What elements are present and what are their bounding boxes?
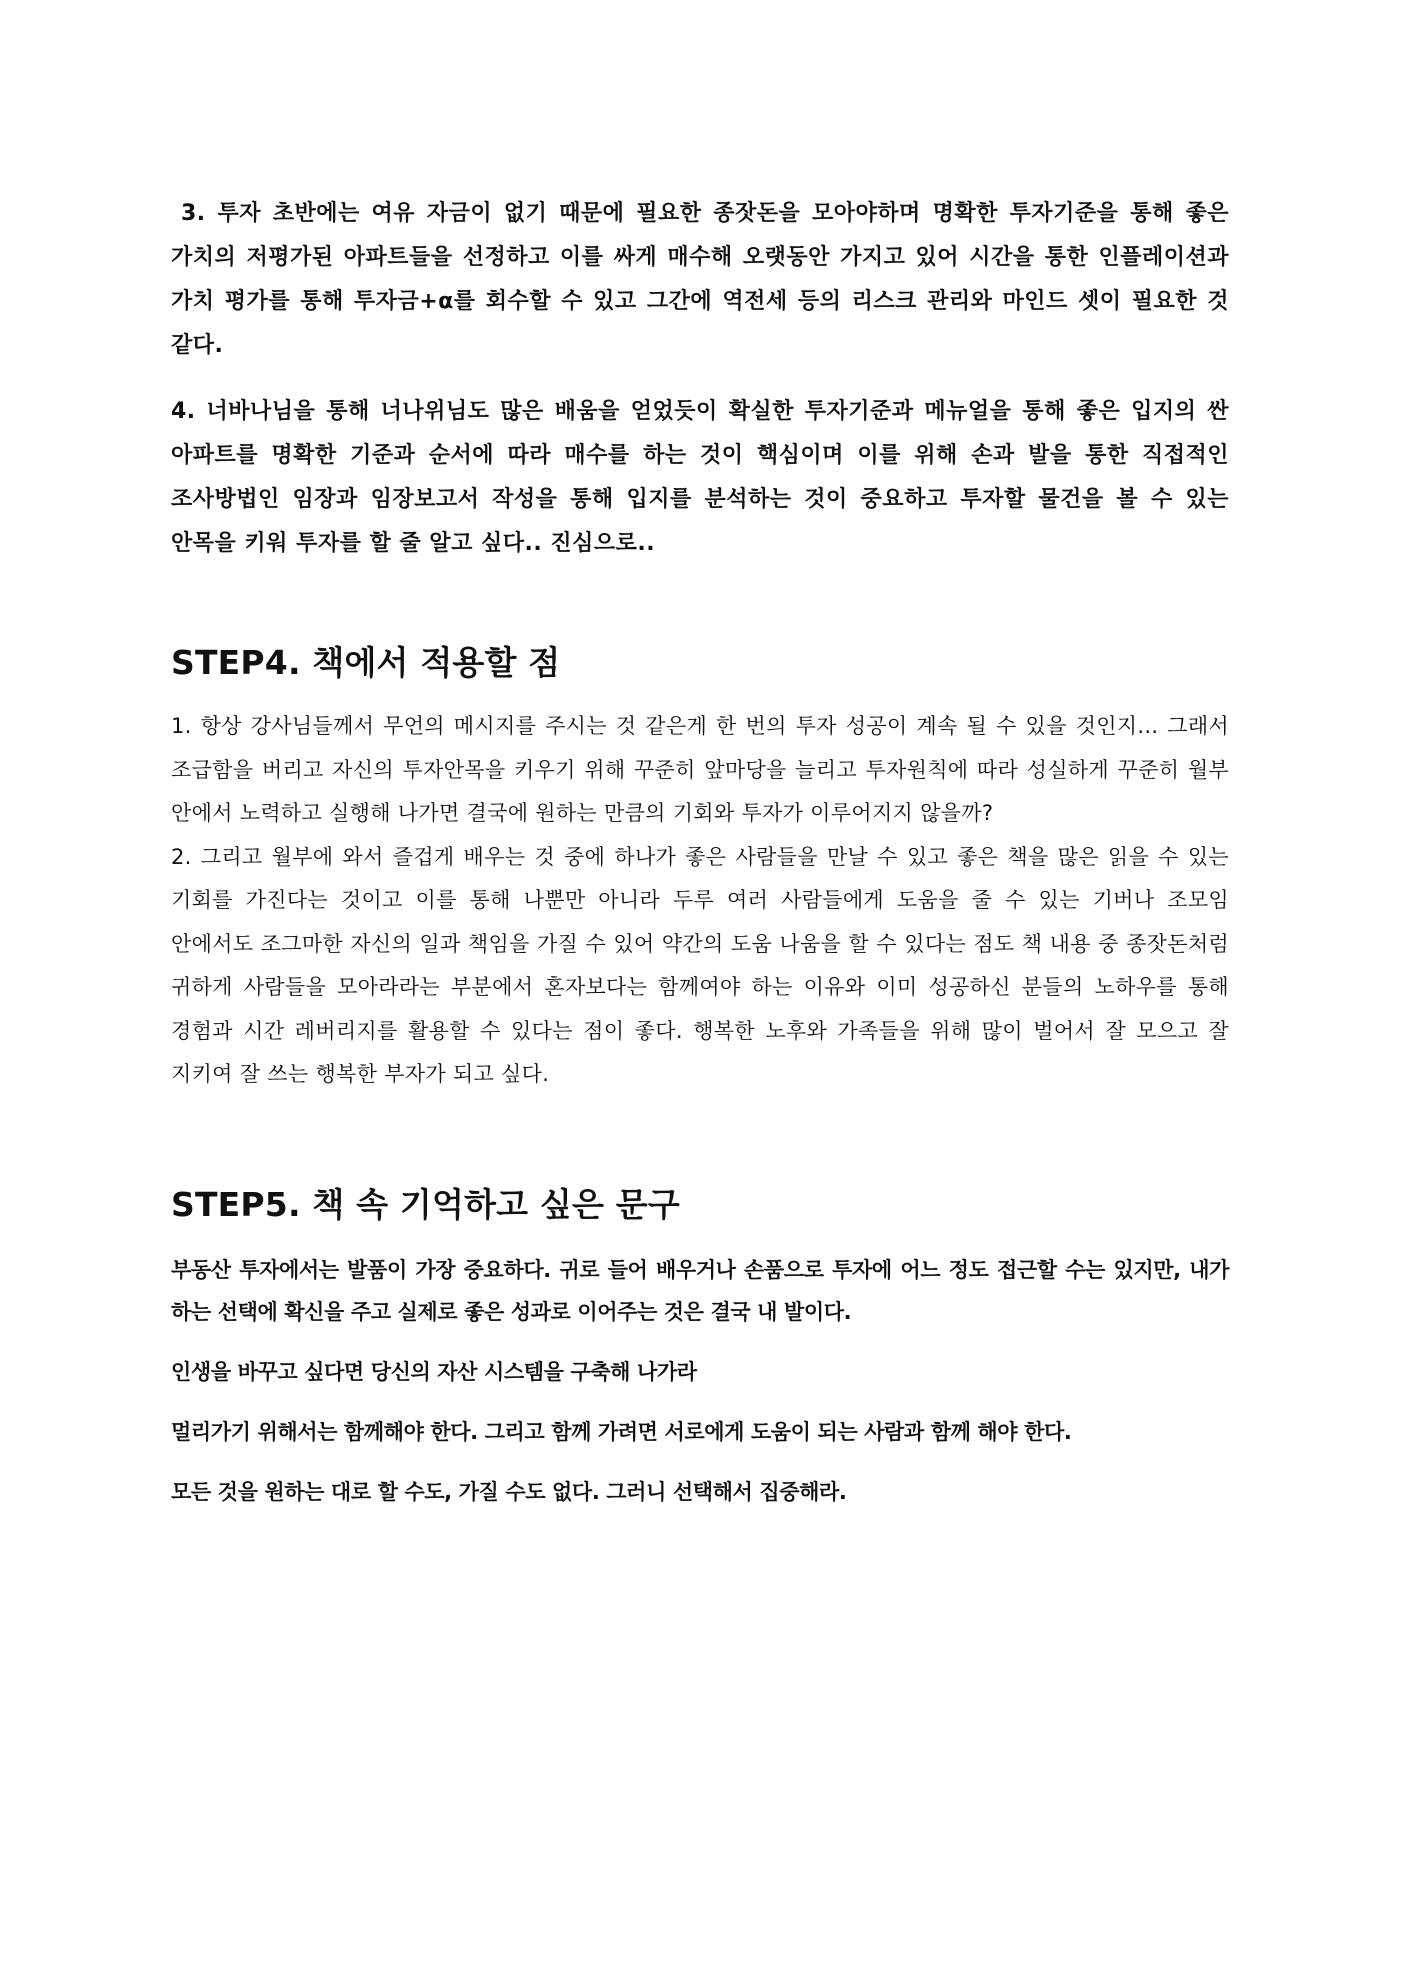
step5-quote-3: 멀리가기 위해서는 함께해야 한다. 그리고 함께 가려면 서로에게 도움이 되는 사람과 함께 해야 한다. <box>171 1419 1072 1444</box>
step5-quote-4: 모든 것을 원하는 대로 할 수도, 가질 수도 없다. 그러니 선택해서 집중해라. <box>171 1479 847 1504</box>
step5-heading: STEP5. 책 속 기억하고 싶은 문구 <box>171 1184 680 1224</box>
step5-quote-1: 부동산 투자에서는 발품이 가장 중요하다. 귀로 들어 배우거나 손품으로 투자에 어느 정도 접근할 수는 있지만, 내가 하는 선택에 확신을 주고 실제로 좋은 성과로 이어주는 것은 결국 내 발이다. <box>171 1257 1229 1324</box>
step3-item-4: 4. 너바나님을 통해 너나위님도 많은 배움을 얻었듯이 확실한 투자기준과 메뉴얼을 통해 좋은 입지의 싼 아파트를 명확한 기준과 순서에 따라 매수를 하는 것이 핵심이며 이를 위해 손과 발을 통한 직접적인 조사방법인 임장과 임장보고서 작성을 통해 입지를 분석하는 것이 중요하고 투자할 물건을 볼 수 있는 안목을 키워 투자를 할 줄 알고 싶다.. 진심으로.. <box>171 399 1229 556</box>
document-page <box>171 192 1229 1513</box>
step4-item-1: 1. 항상 강사님들께서 무언의 메시지를 주시는 것 같은게 한 번의 투자 성공이 계속 될 수 있을 것인지... 그래서 조급함을 버리고 자신의 투자안목을 키우기 위해 꾸준히 앞마당을 늘리고 투자원칙에 따라 성실하게 꾸준히 월부 안에서 노력하고 실행해 나가면 결국에 원하는 만큼의 기회와 투자가 이루어지지 않을까? <box>171 714 1229 825</box>
step5-quote-2: 인생을 바꾸고 싶다면 당신의 자산 시스템을 구축해 나가라 <box>171 1359 697 1384</box>
step4-heading: STEP4. 책에서 적용할 점 <box>171 643 561 682</box>
step3-item-3: 3. 투자 초반에는 여유 자금이 없기 때문에 필요한 종잣돈을 모아야하며 명확한 투자기준을 통해 좋은 가치의 저평가된 아파트들을 선정하고 이를 싸게 매수해 오랫동안 가지고 있어 시간을 통한 인플레이션과 가치 평가를 통해 투자금+α를 회수할 수 있고 그간에 역전세 등의 리스크 관리와 마인드 셋이 필요한 것 같다. <box>171 201 1229 358</box>
step4-item-2: 2. 그리고 월부에 와서 즐겁게 배우는 것 중에 하나가 좋은 사람들을 만날 수 있고 좋은 책을 많은 읽을 수 있는 기회를 가진다는 것이고 이를 통해 나뿐만 아니라 두루 여러 사람들에게 도움을 줄 수 있는 기버나 조모임 안에서도 조그마한 자신의 일과 책임을 가질 수 있어 약간의 도움 나움을 할 수 있다는 점도 책 내용 중 종잣돈처럼 귀하게 사람들을 모아라라는 부분에서 혼자보다는 함께여야 하는 이유와 이미 성공하신 분들의 노하우를 통해 경험과 시간 레버리지를 활용할 수 있다는 점이 좋다. 행복한 노후와 가족들을 위해 많이 벌어서 잘 모으고 잘 지키여 잘 쓰는 행복한 부자가 되고 싶다. <box>171 844 1229 1086</box>
